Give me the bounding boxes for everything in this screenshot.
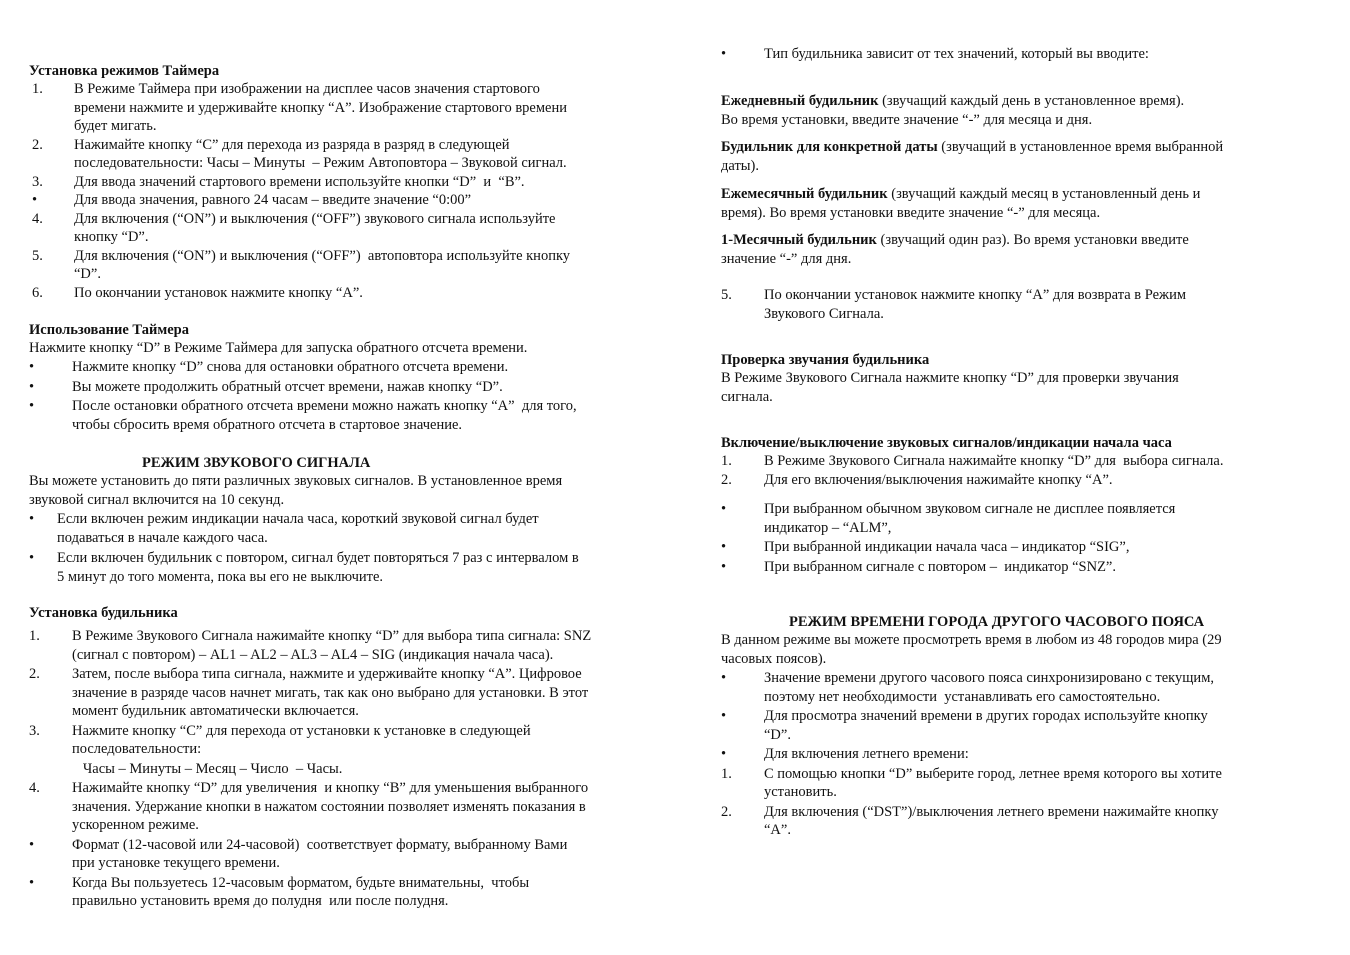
date-alarm-desc: (звучащий в установленное время выбранной <box>937 139 1224 155</box>
list-item-line: В Режиме Звукового Сигнала нажимайте кнопку “D” для выбора сигнала. <box>764 453 1224 469</box>
list-item-line: чтобы сбросить время обратного отсчета в стартовое значение. <box>72 416 463 433</box>
numbered-item <box>29 80 659 136</box>
one-month-alarm <box>721 231 1291 268</box>
list-marker: 3. <box>29 722 40 739</box>
list-marker: • <box>32 192 38 208</box>
numbered-item <box>29 627 659 664</box>
list-marker: 2. <box>721 803 732 820</box>
list-item-line: индикатор – “ALM”, <box>764 519 892 536</box>
list-item-line: Для ввода значения, равного 24 часам – введите значение “0:00” <box>74 192 472 208</box>
bullet-item <box>29 510 659 547</box>
bullet-item <box>29 378 659 397</box>
list-item-line: Звукового Сигнала. <box>764 305 884 322</box>
list-item-line: С помощью кнопки “D” выберите город, летнее время которого вы хотите <box>764 765 1222 782</box>
list-marker: • <box>29 398 35 414</box>
list-marker: • <box>29 874 35 891</box>
timer-setup-heading: Установка режимов Таймера <box>29 63 220 79</box>
list-item-line: Нажмите кнопку “C” для перехода от установки к установке в следующей <box>72 722 531 739</box>
list-marker: • <box>721 558 727 575</box>
numbered-item <box>721 286 1291 323</box>
list-item-line: При выбранном обычном звуковом сигнале не дисплее появляется <box>764 501 1176 517</box>
list-marker: • <box>721 539 727 555</box>
list-item-line: После остановки обратного отсчета времени можно нажать кнопку “A” для того, <box>72 398 577 414</box>
daily-alarm-desc: (звучащий каждый день в установленное время). <box>878 93 1185 109</box>
list-item-line: Для включения (“ON”) и выключения (“OFF”) звукового сигнала используйте <box>74 210 556 227</box>
list-item-line: Нажимайте кнопку “D” для увеличения и кнопку “B” для уменьшения выбранного <box>72 780 589 796</box>
list-marker: 4. <box>32 210 43 227</box>
list-item-line: последовательности: <box>72 741 202 757</box>
bullet-item <box>721 558 1291 577</box>
list-item-line: значения. Удержание кнопки в нажатом состоянии позволяет изменять показания в <box>72 798 586 815</box>
list-item-line: Когда Вы пользуетесь 12-часовым форматом, будьте внимательны, чтобы <box>72 874 530 891</box>
list-item-line: Для включения (“DST”)/выключения летнего времени нажимайте кнопку <box>764 803 1219 820</box>
alarm-type-bullet <box>721 45 1291 64</box>
list-item-line: В Режиме Таймера при изображении на дисплее часов значения стартового <box>74 81 540 97</box>
numbered-item <box>29 760 659 779</box>
bullet-item <box>721 707 1291 744</box>
one-month-alarm-desc: (звучащий один раз). Во время установки введите <box>876 232 1189 248</box>
list-item-line: при установке текущего времени. <box>72 855 280 871</box>
list-marker: • <box>29 836 35 853</box>
bullet-item <box>721 538 1291 557</box>
world-time-heading: РЕЖИМ ВРЕМЕНИ ГОРОДА ДРУГОГО ЧАСОВОГО ПОЯСА <box>789 614 1205 630</box>
list-marker: • <box>721 670 727 686</box>
list-item-line: Часы – Минуты – Месяц – Число – Часы. <box>72 760 343 777</box>
list-item-line: Вы можете продолжить обратный отсчет времени, нажав кнопку “D”. <box>72 378 503 395</box>
numbered-item <box>721 471 1291 490</box>
list-item-line: поэтому нет необходимости устанавливать его самостоятельно. <box>764 688 1161 705</box>
list-item-line: “D”. <box>764 726 791 743</box>
list-marker: • <box>29 378 35 395</box>
list-item-line: кнопку “D”. <box>74 229 149 245</box>
monthly-alarm-desc: (звучащий каждый месяц в установленный день и <box>887 186 1201 202</box>
list-marker: 2. <box>721 471 732 488</box>
list-item-line: последовательности: Часы – Минуты – Режим Автоповтора – Звуковой сигнал. <box>74 155 567 171</box>
bullet-item <box>29 874 659 911</box>
date-alarm-term: Будильник для конкретной даты <box>721 139 938 155</box>
list-item-line: будет мигать. <box>74 118 157 134</box>
bullet-item <box>29 836 659 873</box>
list-item-line: В Режиме Звукового Сигнала нажимайте кнопку “D” для выбора типа сигнала: SNZ <box>72 628 592 644</box>
list-item-line: При выбранном сигнале с повтором – индикатор “SNZ”. <box>764 558 1116 575</box>
list-item-line: Значение времени другого часового пояса синхронизировано с текущим, <box>764 670 1214 686</box>
list-marker: 1. <box>32 81 43 97</box>
list-marker: 5. <box>32 247 43 264</box>
list-marker: • <box>29 359 35 375</box>
alarm-type-text: Тип будильника зависит от тех значений, который вы вводите: <box>764 46 1149 62</box>
list-marker: 5. <box>721 287 732 303</box>
list-item-line: Если включен будильник с повтором, сигнал будет повторяться 7 раз с интервалом в <box>57 550 579 566</box>
numbered-item <box>29 284 659 303</box>
bullet-item <box>721 669 1291 706</box>
list-item-line: (сигнал с повтором) – AL1 – AL2 – AL3 – AL4 – SIG (индикация начала часа). <box>72 646 554 663</box>
bullet-item <box>29 549 659 586</box>
numbered-item <box>721 765 1291 802</box>
monthly-alarm <box>721 185 1291 222</box>
daily-alarm <box>721 92 1291 129</box>
bullet-item <box>29 358 659 377</box>
list-item-line: Для включения (“ON”) и выключения (“OFF”) автоповтора используйте кнопку <box>74 247 571 264</box>
bullet-marker: • <box>721 46 727 62</box>
list-marker: • <box>721 746 727 762</box>
list-item-line: Формат (12-часовой или 24-часовой) соответствует формату, выбранному Вами <box>72 836 568 853</box>
list-item-line: “D”. <box>74 266 101 282</box>
paragraph-line: сигнала. <box>721 388 773 405</box>
numbered-item <box>721 803 1291 840</box>
list-marker: 1. <box>29 628 40 644</box>
date-alarm-desc-2: даты). <box>721 157 759 174</box>
one-month-alarm-desc-2: значение “-” для дня. <box>721 250 852 267</box>
numbered-item <box>29 173 659 192</box>
list-item-line: Для ввода значений стартового времени используйте кнопки “D” и “B”. <box>74 173 525 190</box>
list-item-line: Затем, после выбора типа сигнала, нажмите и удерживайте кнопку “A”. Цифровое <box>72 666 582 682</box>
onoff-heading: Включение/выключение звуковых сигналов/индикации начала часа <box>721 435 1172 451</box>
list-item-line: Если включен режим индикации начала часа, короткий звуковой сигнал будет <box>57 511 539 527</box>
numbered-item <box>29 136 659 173</box>
timer-use-heading: Использование Таймера <box>29 322 189 338</box>
list-item-line: Нажимайте кнопку “C” для перехода из разряда в разряд в следующей <box>74 136 510 153</box>
list-marker: • <box>29 511 35 527</box>
list-item-line: Нажмите кнопку “D” снова для остановки обратного отсчета времени. <box>72 359 509 375</box>
list-item-line: правильно установить время до полудня или после полудня. <box>72 893 449 909</box>
paragraph-line: Вы можете установить до пяти различных звуковых сигналов. В установленное время <box>29 473 563 489</box>
list-marker: • <box>721 501 727 517</box>
list-marker: 3. <box>32 173 43 190</box>
list-marker: • <box>29 550 35 566</box>
paragraph-line: В Режиме Звукового Сигнала нажмите кнопку “D” для проверки звучания <box>721 370 1179 386</box>
bullet-item <box>721 745 1291 764</box>
monthly-alarm-desc-2: время). Во время установки введите значение “-” для месяца. <box>721 204 1101 221</box>
list-marker: 1. <box>721 453 732 469</box>
list-item-line: 5 минут до того момента, пока вы его не выключите. <box>57 568 384 585</box>
list-item-line: По окончании установок нажмите кнопку “A” для возврата в Режим <box>764 287 1187 303</box>
bullet-item <box>721 500 1291 537</box>
paragraph-line: В данном режиме вы можете просмотреть время в любом из 48 городов мира (29 <box>721 632 1222 648</box>
numbered-item <box>29 722 659 759</box>
list-item-line: времени нажмите и удерживайте кнопку “A”. Изображение стартового времени <box>74 99 567 116</box>
sound-mode-heading: РЕЖИМ ЗВУКОВОГО СИГНАЛА <box>142 455 371 471</box>
list-item-line: момент будильник автоматически включается. <box>72 703 359 719</box>
list-marker: 1. <box>721 765 732 782</box>
daily-alarm-desc-2: Во время установки, введите значение “-” для месяца и дня. <box>721 111 1093 128</box>
numbered-item <box>29 210 659 247</box>
numbered-item <box>721 452 1291 471</box>
check-heading: Проверка звучания будильника <box>721 352 930 368</box>
date-alarm <box>721 138 1291 175</box>
alarm-setup-heading: Установка будильника <box>29 605 178 621</box>
list-marker: 6. <box>32 284 43 301</box>
list-marker: • <box>721 708 727 724</box>
list-item-line: установить. <box>764 784 837 800</box>
numbered-item <box>29 665 659 721</box>
bullet-item <box>29 397 659 434</box>
numbered-item <box>29 779 659 835</box>
paragraph-line: звуковой сигнал включится на 10 секунд. <box>29 491 285 508</box>
timer-use-intro: Нажмите кнопку “D” в Режиме Таймера для запуска обратного отсчета времени. <box>29 340 528 356</box>
monthly-alarm-term: Ежемесячный будильник <box>721 186 888 202</box>
numbered-item <box>29 247 659 284</box>
list-item-line: значение в разряде часов начнет мигать, так как оно выбрано для установки. В этот <box>72 684 589 701</box>
list-item-line: Для просмотра значений времени в других городах используйте кнопку <box>764 708 1208 724</box>
one-month-alarm-term: 1-Месячный будильник <box>721 232 877 248</box>
bullet-item <box>29 191 659 210</box>
list-item-line: Для включения летнего времени: <box>764 746 969 762</box>
list-item-line: При выбранной индикации начала часа – индикатор “SIG”, <box>764 539 1130 555</box>
list-marker: 2. <box>32 136 43 153</box>
list-item-line: По окончании установок нажмите кнопку “A”. <box>74 284 363 301</box>
daily-alarm-term: Ежедневный будильник <box>721 93 879 109</box>
list-marker: 2. <box>29 666 40 682</box>
list-item-line: “A”. <box>764 822 791 838</box>
paragraph-line: часовых поясов). <box>721 650 827 667</box>
list-marker: 4. <box>29 780 40 796</box>
list-item-line: ускоренном режиме. <box>72 817 199 833</box>
list-item-line: Для его включения/выключения нажимайте кнопку “A”. <box>764 471 1113 488</box>
list-item-line: подаваться в начале каждого часа. <box>57 529 268 546</box>
